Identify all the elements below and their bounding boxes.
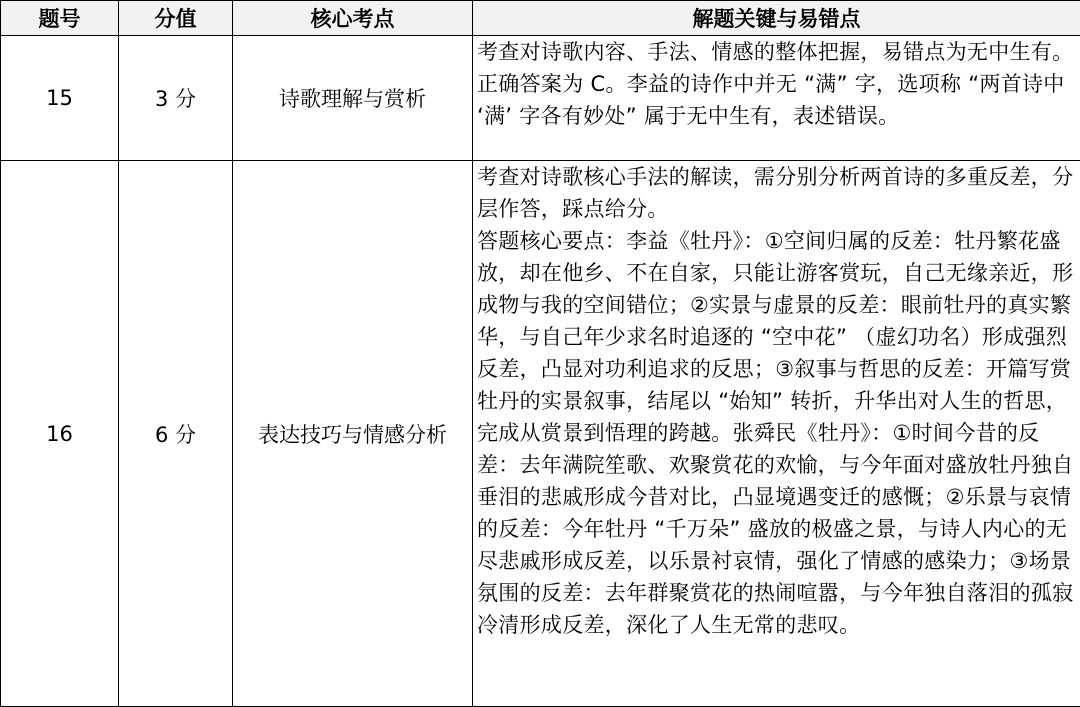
key-point-paragraph: 正确答案为 C。李益的诗作中并无 “满” 字，选项称 “两首诗中 ‘满’ 字各有妙处” 属于无中生有，表述错误。 (477, 72, 1065, 128)
header-score: 分值 (119, 1, 233, 36)
question-number-cell: 16 (1, 161, 119, 707)
key-point-paragraph: 答题核心要点：李益《牡丹》：①空间归属的反差：牡丹繁花盛放，却在他乡、不在自家，只能让游客赏玩，自己无缘亲近，形成物与我的空间错位；②实景与虚景的反差：眼前牡丹的真实繁华，与自己年少求名时追逐的 “空中花” （虚幻功名）形成强烈反差，凸显对功利追求的反思；③叙事与哲思的反差：开篇写赏牡丹的实景叙事，结尾以 “始知” 转折，升华出对人生的哲思，完成从赏景到悟理的跨越。张舜民《牡丹》：①时间今昔的反差：去年满院笙歌、欢聚赏花的欢愉，与今年面对盛放牡丹独自垂泪的悲戚形成今昔对比，凸显境遇变迁的感慨；②乐景与哀情的反差：今年牡丹 “千万朵” 盛放的极盛之景，与诗人内心的无尽悲戚形成反差，以乐景衬哀情，强化了情感的感染力；③场景氛围的反差：去年群聚赏花的热闹喧嚣，与今年独自落泪的孤寂冷清形成反差，深化了人生无常的悲叹。 (477, 229, 1074, 638)
score-cell: 6 分 (119, 161, 233, 707)
table-header-row (1, 1, 1080, 36)
header-question-number: 题号 (1, 1, 119, 36)
key-points-cell (473, 36, 1080, 161)
table-row (1, 36, 1080, 161)
header-key-points: 解题关键与易错点 (473, 1, 1080, 36)
score-cell: 3 分 (119, 36, 233, 161)
table-row (1, 161, 1080, 707)
header-core-topic: 核心考点 (233, 1, 473, 36)
question-number-cell: 15 (1, 36, 119, 161)
key-points-cell (473, 161, 1080, 707)
key-point-paragraph: 考查对诗歌内容、手法、情感的整体把握，易错点为无中生有。 (477, 40, 1074, 64)
topic-cell: 诗歌理解与赏析 (233, 36, 473, 161)
key-point-paragraph: 考查对诗歌核心手法的解读，需分别分析两首诗的多重反差，分层作答，踩点给分。 (477, 165, 1074, 222)
topic-cell: 表达技巧与情感分析 (233, 161, 473, 707)
